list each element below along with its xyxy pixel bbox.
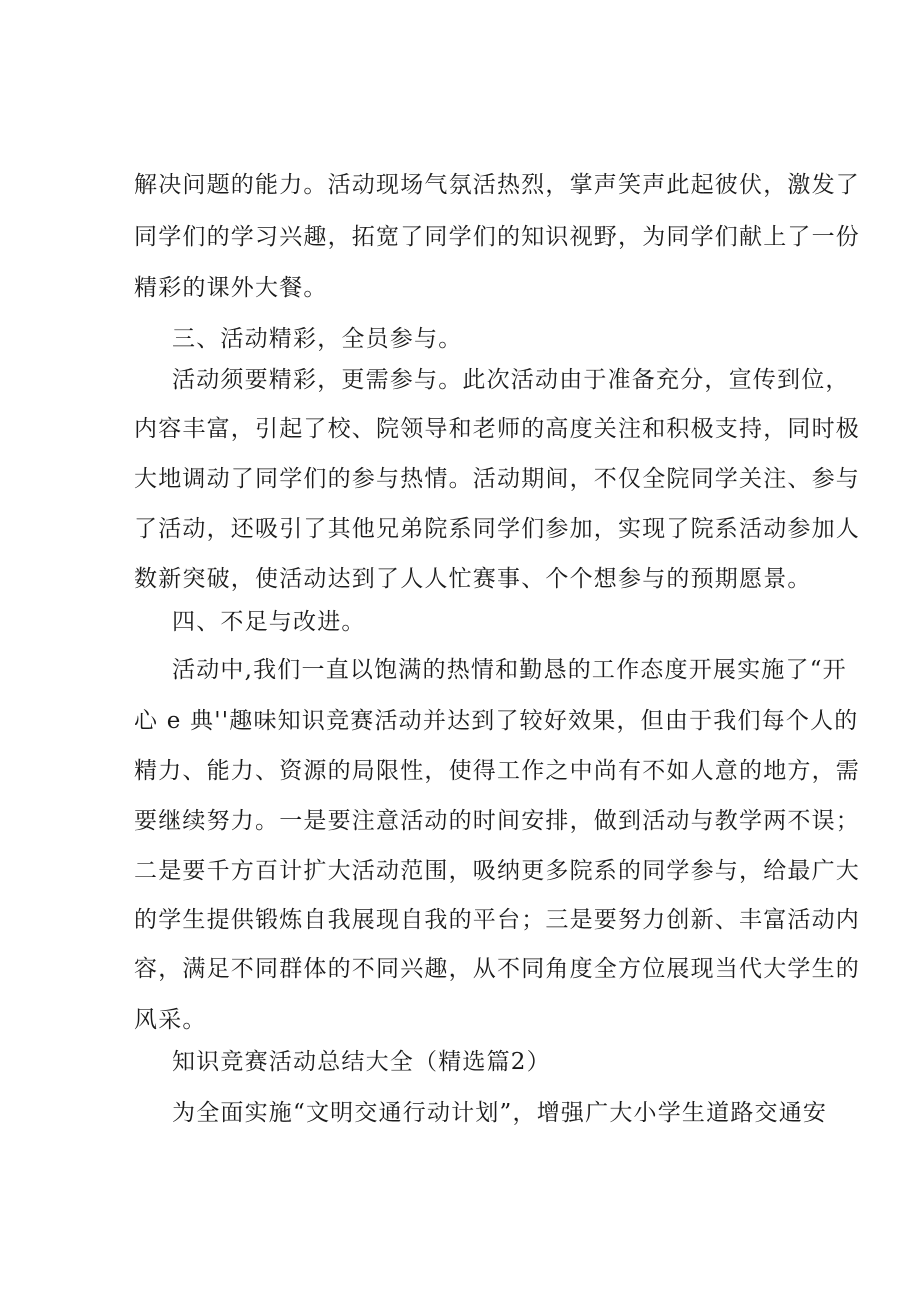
body-text-line: 同学们的学习兴趣，拓宽了同学们的知识视野，为同学们献上了一份 <box>134 224 860 250</box>
body-text-line: 风采。 <box>134 1007 207 1033</box>
body-text-line: 解决问题的能力。活动现场气氛活热烈，掌声笑声此起彼伏，激发了 <box>134 172 860 198</box>
body-text-line: 容，满足不同群体的不同兴趣，从不同角度全方位展现当代大学生的 <box>134 956 860 982</box>
article-title: 知识竞赛活动总结大全（精选篇2） <box>172 1049 551 1075</box>
body-text-line: 二是要千方百计扩大活动范围，吸纳更多院系的同学参与，给最广大 <box>134 858 860 884</box>
body-text-line: 内容丰富，引起了校、院领导和老师的高度关注和积极支持，同时极 <box>134 416 860 442</box>
body-text-line: 精彩的课外大餐。 <box>134 275 328 301</box>
section-heading: 三、活动精彩，全员参与。 <box>172 326 463 352</box>
body-text-line: 活动须要精彩，更需参与。此次活动由于准备充分，宣传到位， <box>172 367 850 393</box>
section-heading: 四、不足与改进。 <box>172 609 366 635</box>
body-text-line: 心 e 典''趣味知识竞赛活动并达到了较好效果，但由于我们每个人的 <box>134 708 859 734</box>
body-text-line: 要继续努力。一是要注意活动的时间安排，做到活动与教学两不误； <box>134 808 860 834</box>
body-text-line: 的学生提供锻炼自我展现自我的平台；三是要努力创新、丰富活动内 <box>134 907 860 933</box>
body-text-line: 活动中,我们一直以饱满的热情和勤恳的工作态度开展实施了“开 <box>172 657 847 683</box>
body-text-line: 为全面实施“文明交通行动计划”，增强广大小学生道路交通安 <box>172 1100 828 1126</box>
body-text-line: 精力、能力、资源的局限性，使得工作之中尚有不如人意的地方，需 <box>134 758 860 784</box>
body-text-line: 大地调动了同学们的参与热情。活动期间，不仅全院同学关注、参与 <box>134 466 860 492</box>
body-text-line: 数新突破，使活动达到了人人忙赛事、个个想参与的预期愿景。 <box>134 566 812 592</box>
body-text-line: 了活动，还吸引了其他兄弟院系同学们参加，实现了院系活动参加人 <box>134 516 860 542</box>
